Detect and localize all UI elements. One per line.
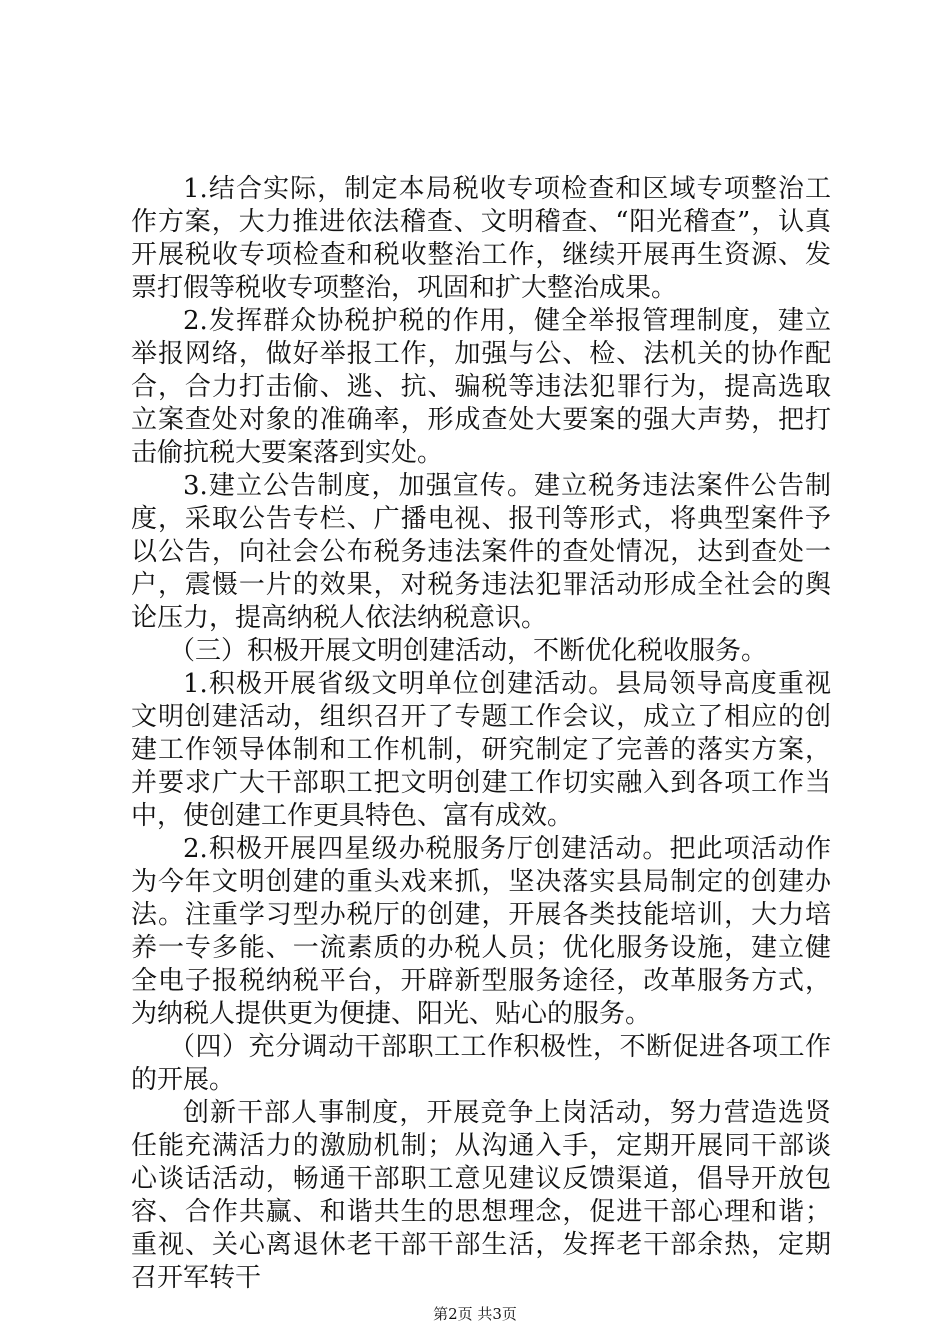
- document-body: [131, 173, 831, 1295]
- page-number-footer: 第2页 共3页: [433, 1305, 517, 1323]
- paragraph-2: 2.发挥群众协税护税的作用，健全举报管理制度，建立举报网络，做好举报工作，加强与公、检、法机关的协作配合，合力打击偷、逃、抗、骗税等违法犯罪行为，提高选取立案查处对象的准确率，形成查处大要案的强大声势，把打击偷抗税大要案落到实处。: [131, 306, 831, 468]
- paragraph-6: 创新干部人事制度，开展竞争上岗活动，努力营造选贤任能充满活力的激励机制；从沟通入手，定期开展同干部谈心谈话活动，畅通干部职工意见建议反馈渠道，倡导开放包容、合作共赢、和谐共生的思想理念，促进干部心理和谐；重视、关心离退休老干部干部生活，发挥老干部余热，定期召开军转干: [131, 1098, 831, 1293]
- paragraph-5: 2.积极开展四星级办税服务厅创建活动。把此项活动作为今年文明创建的重头戏来抓，坚决落实县局制定的创建办法。注重学习型办税厅的创建，开展各类技能培训，大力培养一专多能、一流素质的办税人员；优化服务设施，建立健全电子报税纳税平台，开辟新型服务途径，改革服务方式，为纳税人提供更为便捷、阳光、贴心的服务。: [131, 834, 831, 1029]
- section-heading-4: （四）充分调动干部职工工作积极性，不断促进各项工作的开展。: [131, 1032, 831, 1095]
- paragraph-1: 1.结合实际，制定本局税收专项检查和区域专项整治工作方案，大力推进依法稽查、文明稽查、“阳光稽查”，认真开展税收专项检查和税收整治工作，继续开展再生资源、发票打假等税收专项整治，巩固和扩大整治成果。: [131, 174, 831, 303]
- section-heading-3: （三）积极开展文明创建活动，不断优化税收服务。: [169, 636, 768, 666]
- paragraph-4: 1.积极开展省级文明单位创建活动。县局领导高度重视文明创建活动，组织召开了专题工作会议，成立了相应的创建工作领导体制和工作机制，研究制定了完善的落实方案，并要求广大干部职工把文明创建工作切实融入到各项工作当中，使创建工作更具特色、富有成效。: [131, 669, 831, 831]
- paragraph-3: 3.建立公告制度，加强宣传。建立税务违法案件公告制度，采取公告专栏、广播电视、报刊等形式，将典型案件予以公告，向社会公布税务违法案件的查处情况，达到查处一户，震慑一片的效果，对税务违法犯罪活动形成全社会的舆论压力，提高纳税人依法纳税意识。: [131, 471, 831, 633]
